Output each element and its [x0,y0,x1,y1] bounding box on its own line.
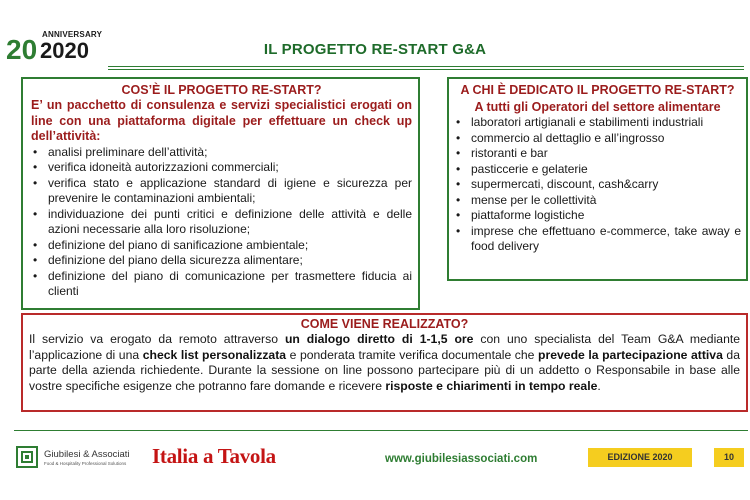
target-audience-lead: A tutti gli Operatori del settore alimentare [474,100,721,114]
anniversary-number: 20 [6,34,38,65]
company-tagline: Food & Hospitality Professional Solutions [44,461,127,466]
page-number: 10 [714,448,744,467]
partner-logo: Italia a Tavola [152,444,276,468]
bullet-icon: • [456,208,461,222]
bullet-icon: • [33,206,38,221]
anniversary-label: ANNIVERSARY [42,30,103,39]
emphasis-text: un dialogo diretto di 1-1,5 ore [284,332,474,346]
list-item: • mense per le collettività [456,192,597,207]
activity-checklist [31,145,412,300]
bullet-icon: • [456,177,461,191]
footer-divider [14,430,748,431]
list-item: • ristoranti e bar [456,146,548,160]
bullet-icon: • [456,192,461,207]
anniversary-year: 2020 [40,38,89,63]
bullet-icon: • [33,160,38,174]
list-item: • piattaforme logistiche [456,208,585,222]
list-item: • definizione del piano di comunicazione per trasmettere fiducia ai clienti [33,268,412,298]
what-is-project-lead: E’ un pacchetto di consulenza e servizi specialistici erogati on line con una piattaforma digitale per effettuare un check up dell’attività: [31,98,412,143]
list-item: • commercio al dettaglio e all’ingrosso [456,130,665,145]
bullet-icon: • [33,253,38,267]
emphasis-text: check list personalizzata [142,347,287,362]
list-item: • pasticcerie e gelaterie [456,161,588,176]
list-item: • imprese che effettuano e-commerce, take away e food delivery [456,223,741,253]
title-divider [108,66,744,67]
list-item: • definizione del piano di sanificazione ambientale; [33,237,309,252]
what-is-project-title: COS’È IL PROGETTO RE-START? [121,83,322,97]
list-item: • laboratori artigianali e stabilimenti industriali [456,115,704,129]
target-audience-list [454,115,741,255]
emphasis-text: prevede la partecipazione attiva [538,347,723,362]
page-title: IL PROGETTO RE-START G&A [263,41,487,58]
edition-badge: EDIZIONE 2020 [588,448,692,467]
title-divider-secondary [108,69,744,70]
list-item: • analisi preliminare dell’attività; [33,144,208,159]
bullet-icon: • [456,146,461,160]
how-is-it-done-paragraph: Il servizio va erogato da remoto attraverso un dialogo diretto di 1-1,5 ore con uno specialista del Team G&A mediante l’applicazione di una check list personalizzata e ponderata tramite verifica documentale che prevede la partecipazione attiva da parte della azienda richiedente. Durante la sessione on line possono partecipare più di un addetto o Responsabile in base alle vostre specifiche esigenze che potranno fare domande e ricevere risposte e chiarimenti in tempo reale. [29,332,741,393]
how-is-it-done-title: COME VIENE REALIZZATO? [300,317,469,331]
bullet-icon: • [456,115,461,129]
giubilesi-logo-icon [16,446,38,468]
website-link[interactable]: www.giubilesiassociati.com [385,453,538,465]
target-audience-box [447,77,748,281]
list-item: • verifica stato e applicazione standard di igiene e sicurezza per prevenire le contaminazioni ambientali; [33,175,412,205]
target-audience-title: A CHI È DEDICATO IL PROGETTO RE-START? [460,83,735,97]
emphasis-text: risposte e chiarimenti in tempo reale [385,378,598,393]
bullet-icon: • [33,144,38,159]
bullet-icon: • [456,161,461,176]
list-item: • supermercati, discount, cash&carry [456,177,659,191]
company-name: Giubilesi & Associati [44,449,130,460]
bullet-icon: • [456,130,461,145]
list-item: • verifica idoneità autorizzazioni commerciali; [33,160,279,174]
what-is-project-box [21,77,420,310]
list-item: • definizione del piano della sicurezza alimentare; [33,253,303,267]
bullet-icon: • [33,237,38,252]
bullet-icon: • [456,223,461,238]
bullet-icon: • [33,175,38,190]
how-is-it-done-box [21,313,748,412]
bullet-icon: • [33,268,38,283]
list-item: • individuazione dei punti critici e definizione delle attività e delle azioni necessarie alla loro risoluzione; [33,206,412,236]
